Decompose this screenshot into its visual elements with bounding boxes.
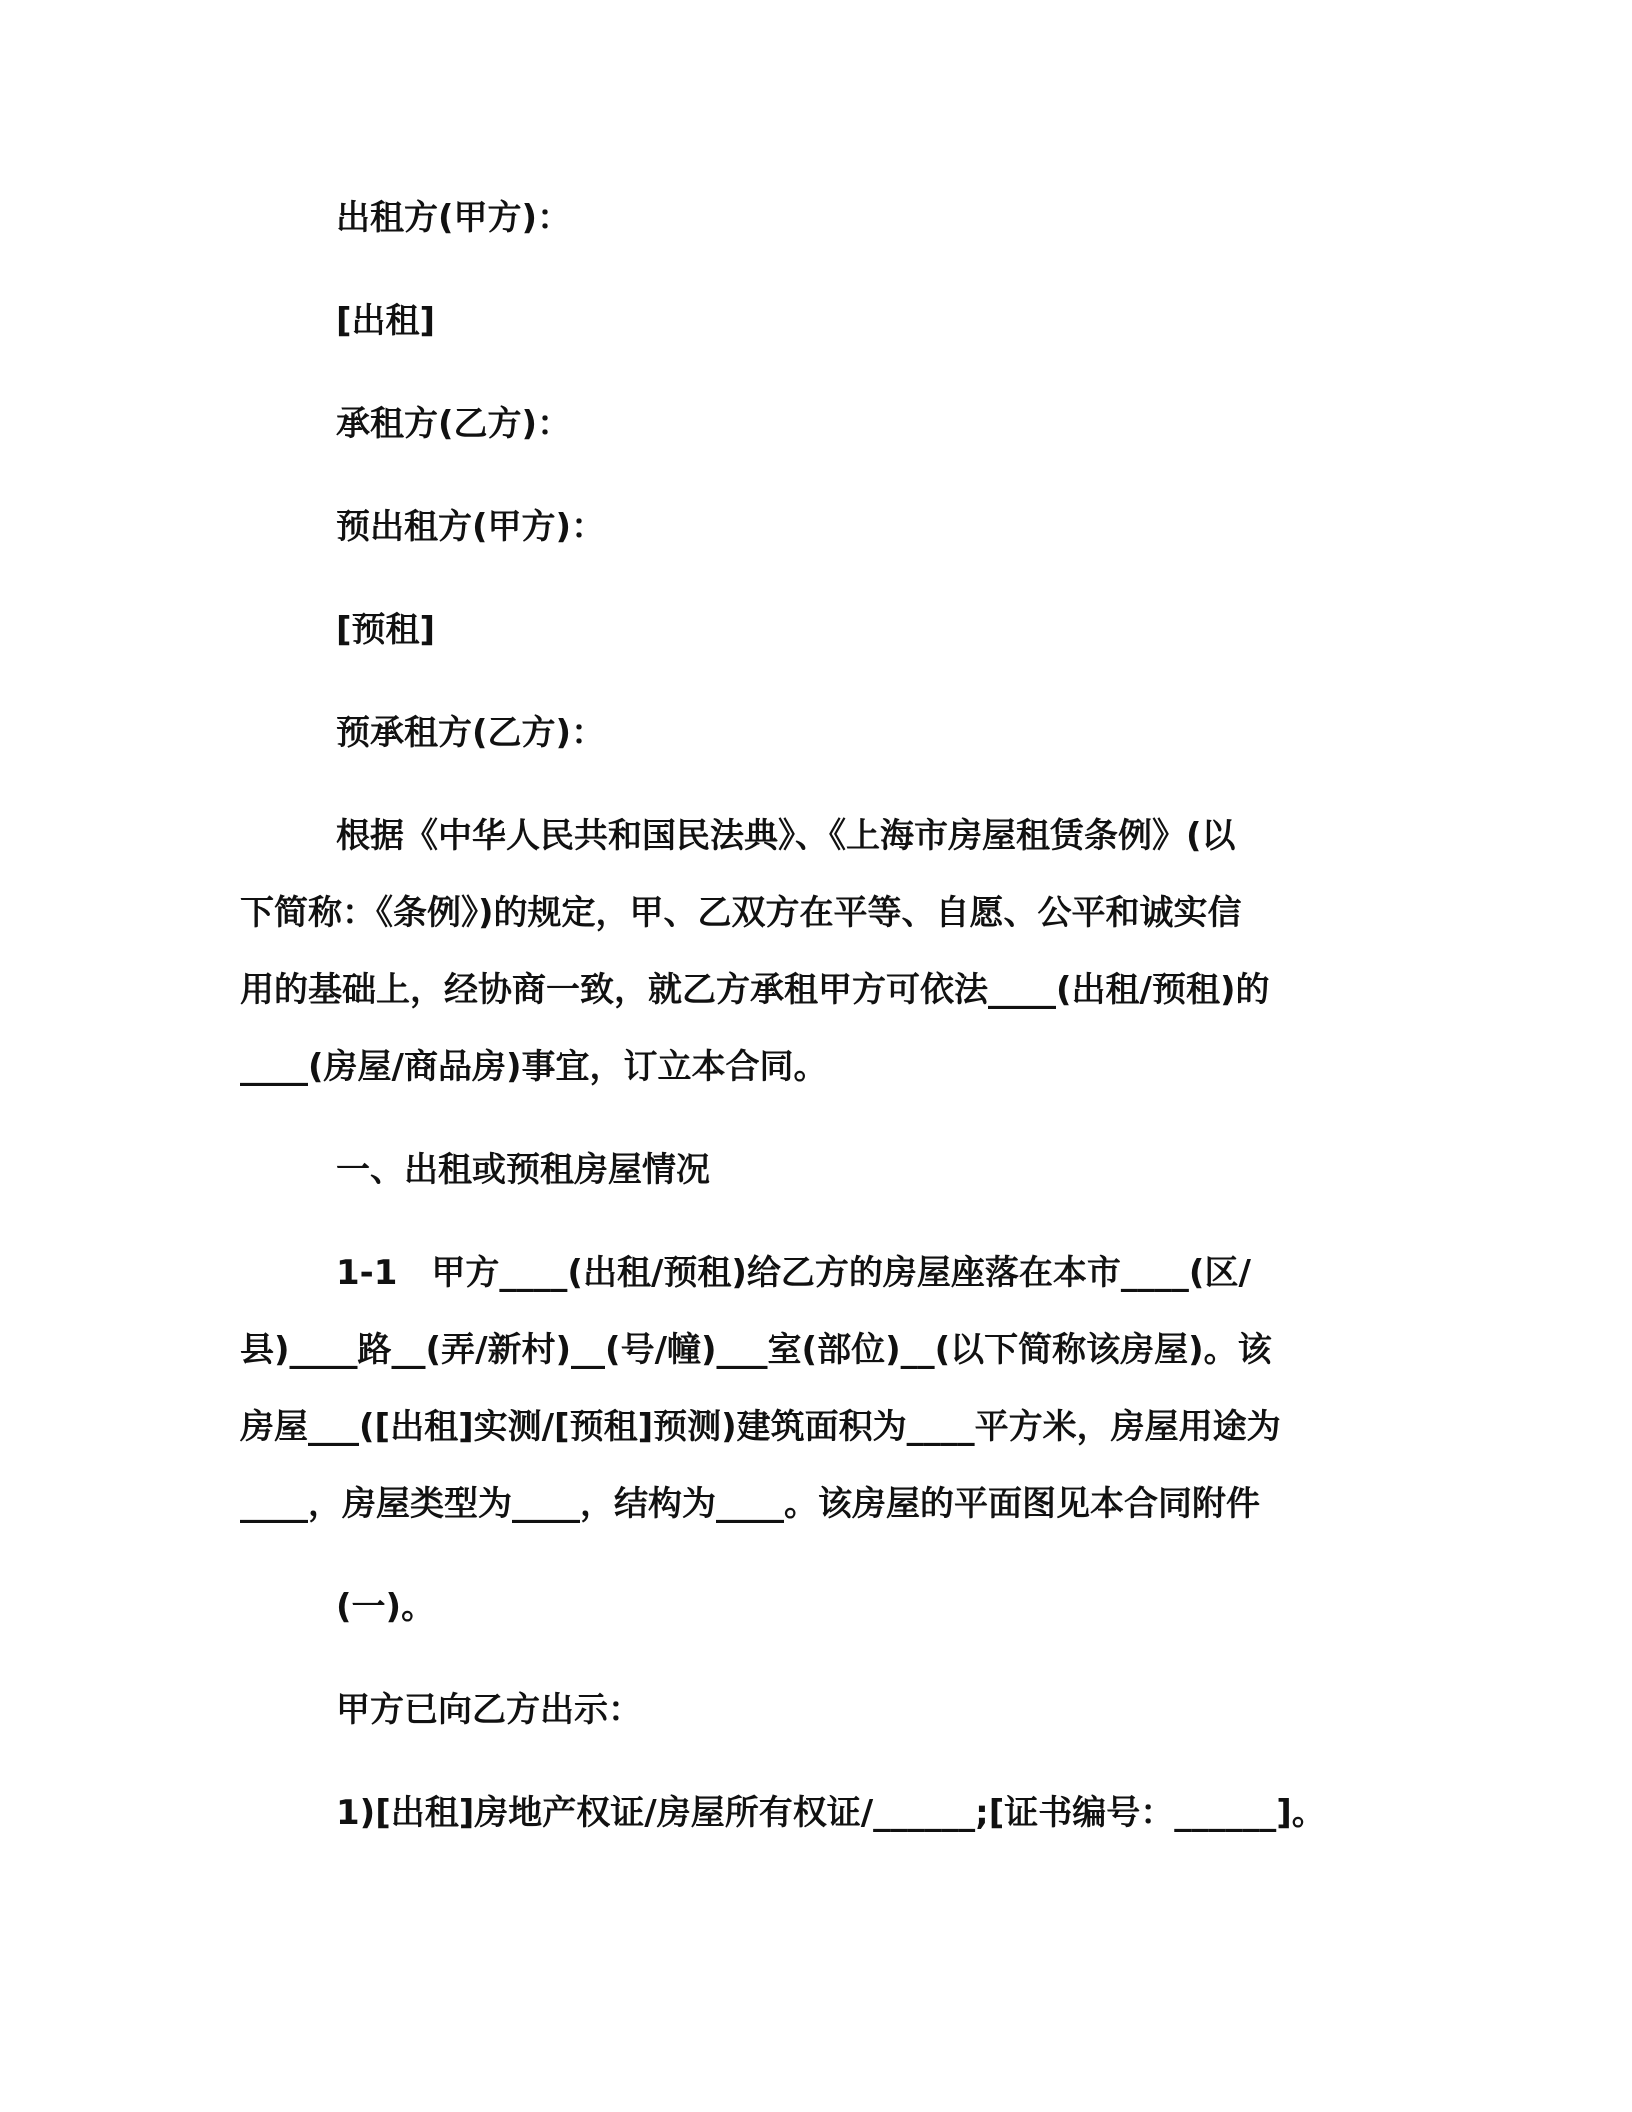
pre-lessor-party-a-label: 预出租方(甲方)： xyxy=(336,507,606,547)
lease-tag-yuzu: [预租] xyxy=(336,610,436,650)
shown-document-item-1: 1)[出租]房地产权证/房屋所有权证/______;[证书编号：______]。 xyxy=(336,1793,1326,1833)
lessor-party-a-label: 出租方(甲方)： xyxy=(336,198,572,238)
preamble-line-4: ____(房屋/商品房)事宜，订立本合同。 xyxy=(240,1047,828,1087)
clause-1-1-line-1: 1-1 甲方____(出租/预租)给乙方的房屋座落在本市____(区/ xyxy=(336,1253,1251,1293)
section-heading-1: 一、出租或预租房屋情况 xyxy=(336,1150,710,1190)
preamble-line-1: 根据《中华人民共和国民法典》、《上海市房屋租赁条例》(以 xyxy=(336,816,1236,856)
clause-1-1-line-3: 房屋___([出租]实测/[预租]预测)建筑面积为____平方米，房屋用途为 xyxy=(240,1407,1281,1447)
preamble-line-3: 用的基础上，经协商一致，就乙方承租甲方可依法____(出租/预租)的 xyxy=(240,970,1270,1010)
clause-1-1-line-2: 县)____路__(弄/新村)__(号/幢)___室(部位)__(以下简称该房屋)。该 xyxy=(240,1330,1272,1370)
clause-1-1-line-5: (一)。 xyxy=(336,1587,436,1627)
pre-lessee-party-b-label: 预承租方(乙方)： xyxy=(336,713,606,753)
shown-documents-intro: 甲方已向乙方出示： xyxy=(336,1690,642,1730)
clause-1-1-line-4: ____，房屋类型为____，结构为____。该房屋的平面图见本合同附件 xyxy=(240,1484,1260,1524)
lessee-party-b-label: 承租方(乙方)： xyxy=(336,404,572,444)
lease-tag-chuzu: [出租] xyxy=(336,301,436,341)
preamble-line-2: 下简称：《条例》)的规定，甲、乙双方在平等、自愿、公平和诚实信 xyxy=(240,893,1242,933)
